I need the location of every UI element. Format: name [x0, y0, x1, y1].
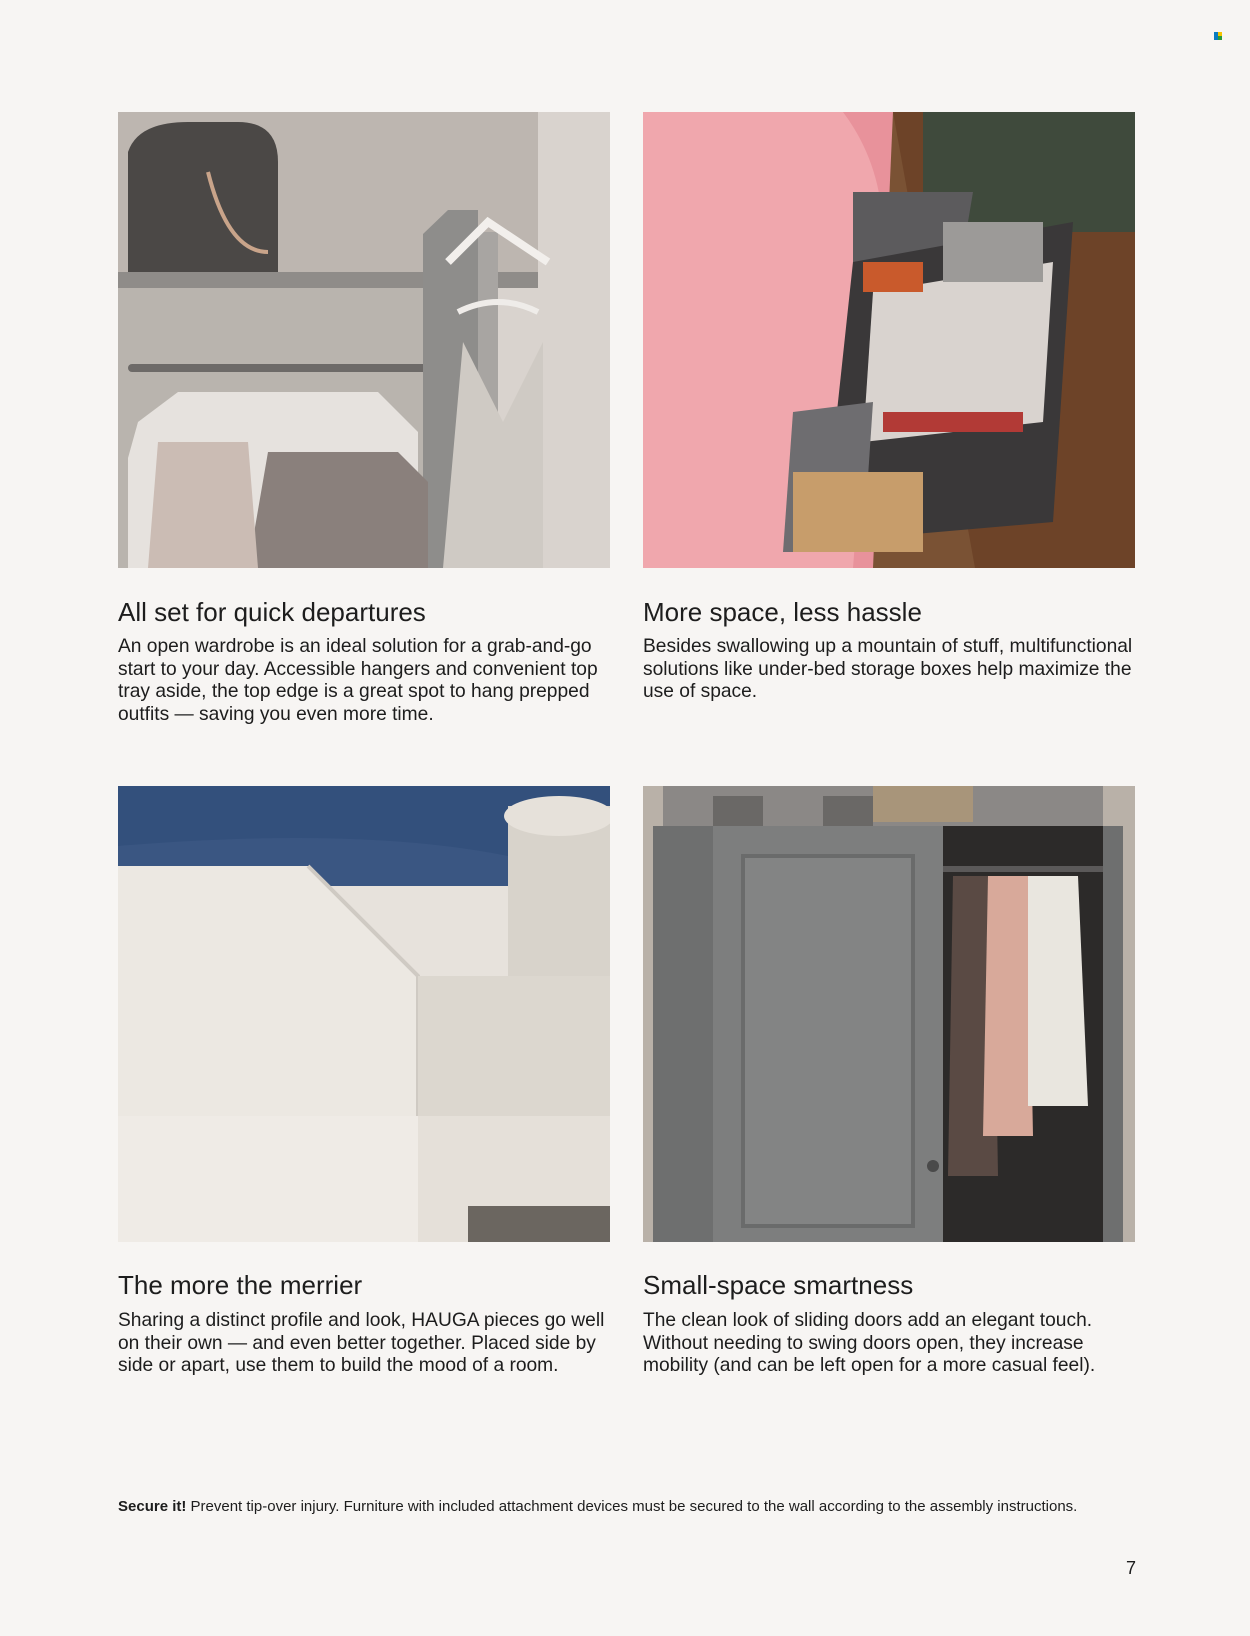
- section-title: All set for quick departures: [118, 597, 426, 627]
- photo-sliding-doors: [643, 786, 1135, 1242]
- section-title: Small-space smartness: [643, 1270, 914, 1300]
- section-body: The clean look of sliding doors add an elegant touch. Without needing to swing doors open, they increase mobility (and can be left open for a more casual feel).: [643, 1310, 1096, 1377]
- section-title: The more the merrier: [118, 1270, 363, 1300]
- section-title: More space, less hassle: [643, 597, 922, 627]
- brand-mark-icon: [1214, 32, 1222, 40]
- photo-hauga-detail: [118, 786, 610, 1242]
- section-body: An open wardrobe is an ideal solution for a grab-and-go start to your day. Accessible hangers and convenient top tray aside, the top edge is a great spot to hang prepped outfits — saving you even more time.: [118, 636, 598, 725]
- safety-notice: [118, 1498, 1077, 1515]
- safety-notice-label: Secure it!: [118, 1498, 187, 1515]
- section-body: Besides swallowing up a mountain of stuff, multifunctional solutions like under-bed storage boxes help maximize the use of space.: [643, 636, 1133, 703]
- page-number: 7: [1126, 1558, 1137, 1578]
- section-body: Sharing a distinct profile and look, HAUGA pieces go well on their own — and even better together. Placed side by side or apart, use them to build the mood of a room.: [118, 1310, 605, 1377]
- photo-under-bed-storage: [643, 112, 1135, 568]
- safety-notice-text: Prevent tip-over injury. Furniture with included attachment devices must be secured to the wall according to the assembly instructions.: [190, 1498, 1078, 1515]
- photo-open-wardrobe: [118, 112, 610, 568]
